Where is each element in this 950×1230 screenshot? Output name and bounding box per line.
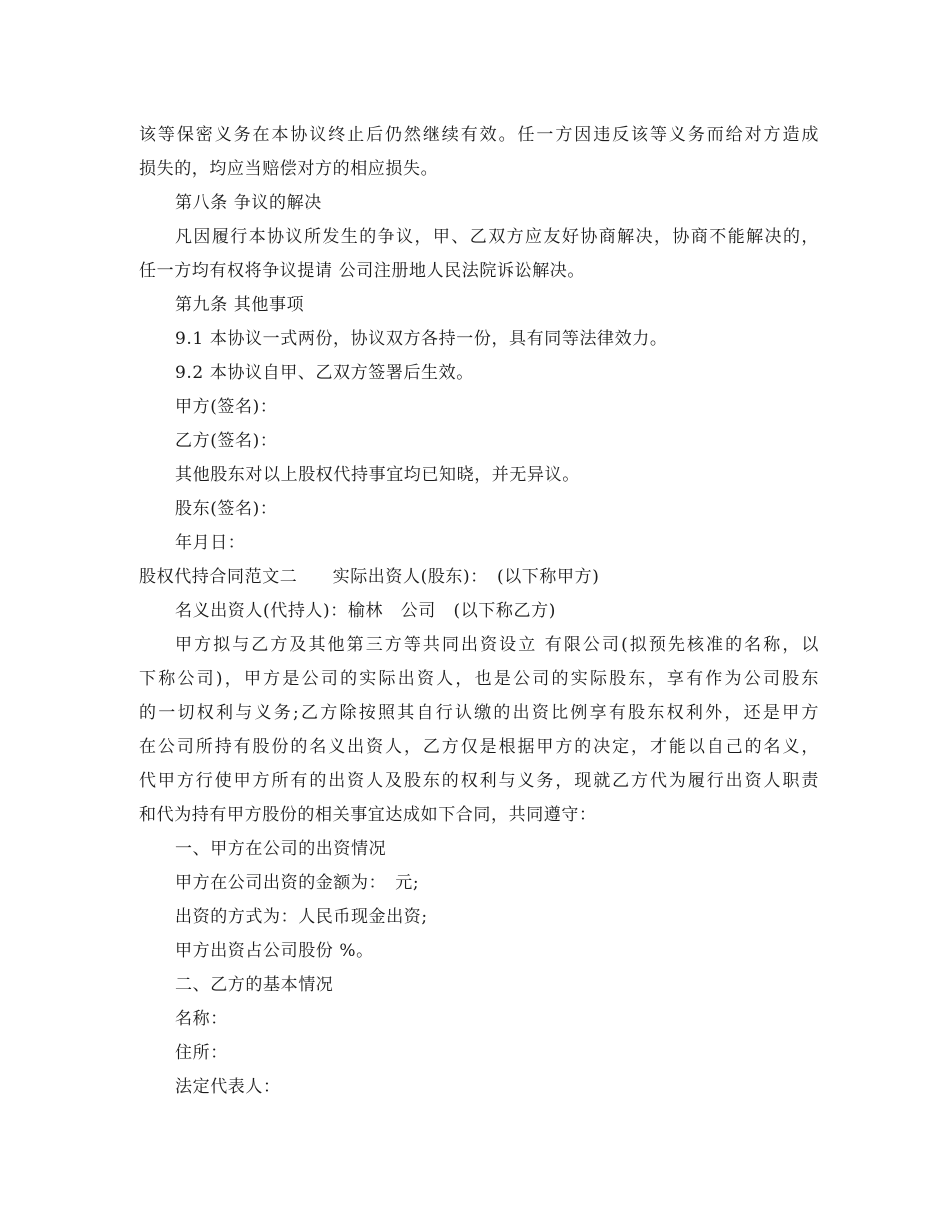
text-line: 凡因履行本协议所发生的争议，甲、乙双方应友好协商解决，协商不能解决的， bbox=[175, 227, 819, 247]
text-line: 代甲方行使甲方所有的出资人及股东的权利与义务，现就乙方代为履行出资人职责 bbox=[139, 771, 819, 791]
text-line: 股东(签名)： bbox=[175, 499, 278, 519]
text-line: 9.2 本协议自甲、乙双方签署后生效。 bbox=[175, 363, 474, 383]
document-body bbox=[139, 118, 819, 1104]
text-line: 住所： bbox=[175, 1043, 228, 1063]
text-line: 其他股东对以上股权代持事宜均已知晓，并无异议。 bbox=[175, 465, 580, 485]
text-line: 下称公司)，甲方是公司的实际出资人，也是公司的实际股东，享有作为公司股东 bbox=[139, 669, 819, 689]
text-line: 在公司所持有股份的名义出资人，乙方仅是根据甲方的决定，才能以自己的名义， bbox=[139, 737, 819, 757]
text-line: 甲方(签名)： bbox=[175, 397, 278, 417]
text-line: 一、甲方在公司的出资情况 bbox=[175, 839, 387, 859]
text-line: 出资的方式为：人民币现金出资; bbox=[175, 907, 428, 927]
text-line: 第九条 其他事项 bbox=[175, 295, 305, 315]
text-line: 9.1 本协议一式两份，协议双方各持一份，具有同等法律效力。 bbox=[175, 329, 668, 349]
section-heading: 股权代持合同范文二 实际出资人(股东)： (以下称甲方) bbox=[139, 567, 600, 587]
text-line: 甲方在公司出资的金额为： 元; bbox=[175, 873, 420, 893]
text-line: 甲方拟与乙方及其他第三方等共同出资设立 有限公司(拟预先核准的名称，以 bbox=[175, 635, 819, 655]
text-line: 名称： bbox=[175, 1009, 228, 1029]
text-line: 乙方(签名)： bbox=[175, 431, 278, 451]
text-line: 甲方出资占公司股份 %。 bbox=[175, 941, 374, 961]
text-line: 和代为持有甲方股份的相关事宜达成如下合同，共同遵守： bbox=[139, 805, 597, 825]
text-line: 第八条 争议的解决 bbox=[175, 193, 322, 213]
text-line: 名义出资人(代持人)：榆林 公司 (以下称乙方) bbox=[175, 601, 556, 621]
text-line: 的一切权利与义务;乙方除按照其自行认缴的出资比例享有股东权利外，还是甲方 bbox=[139, 703, 819, 723]
text-line: 年月日： bbox=[175, 533, 246, 553]
text-line: 该等保密义务在本协议终止后仍然继续有效。任一方因违反该等义务而给对方造成 bbox=[139, 125, 819, 145]
text-line: 二、乙方的基本情况 bbox=[175, 975, 334, 995]
text-line: 损失的，均应当赔偿对方的相应损失。 bbox=[139, 159, 439, 179]
text-line: 法定代表人： bbox=[175, 1077, 281, 1097]
text-line: 任一方均有权将争议提请 公司注册地人民法院诉讼解决。 bbox=[139, 261, 586, 281]
